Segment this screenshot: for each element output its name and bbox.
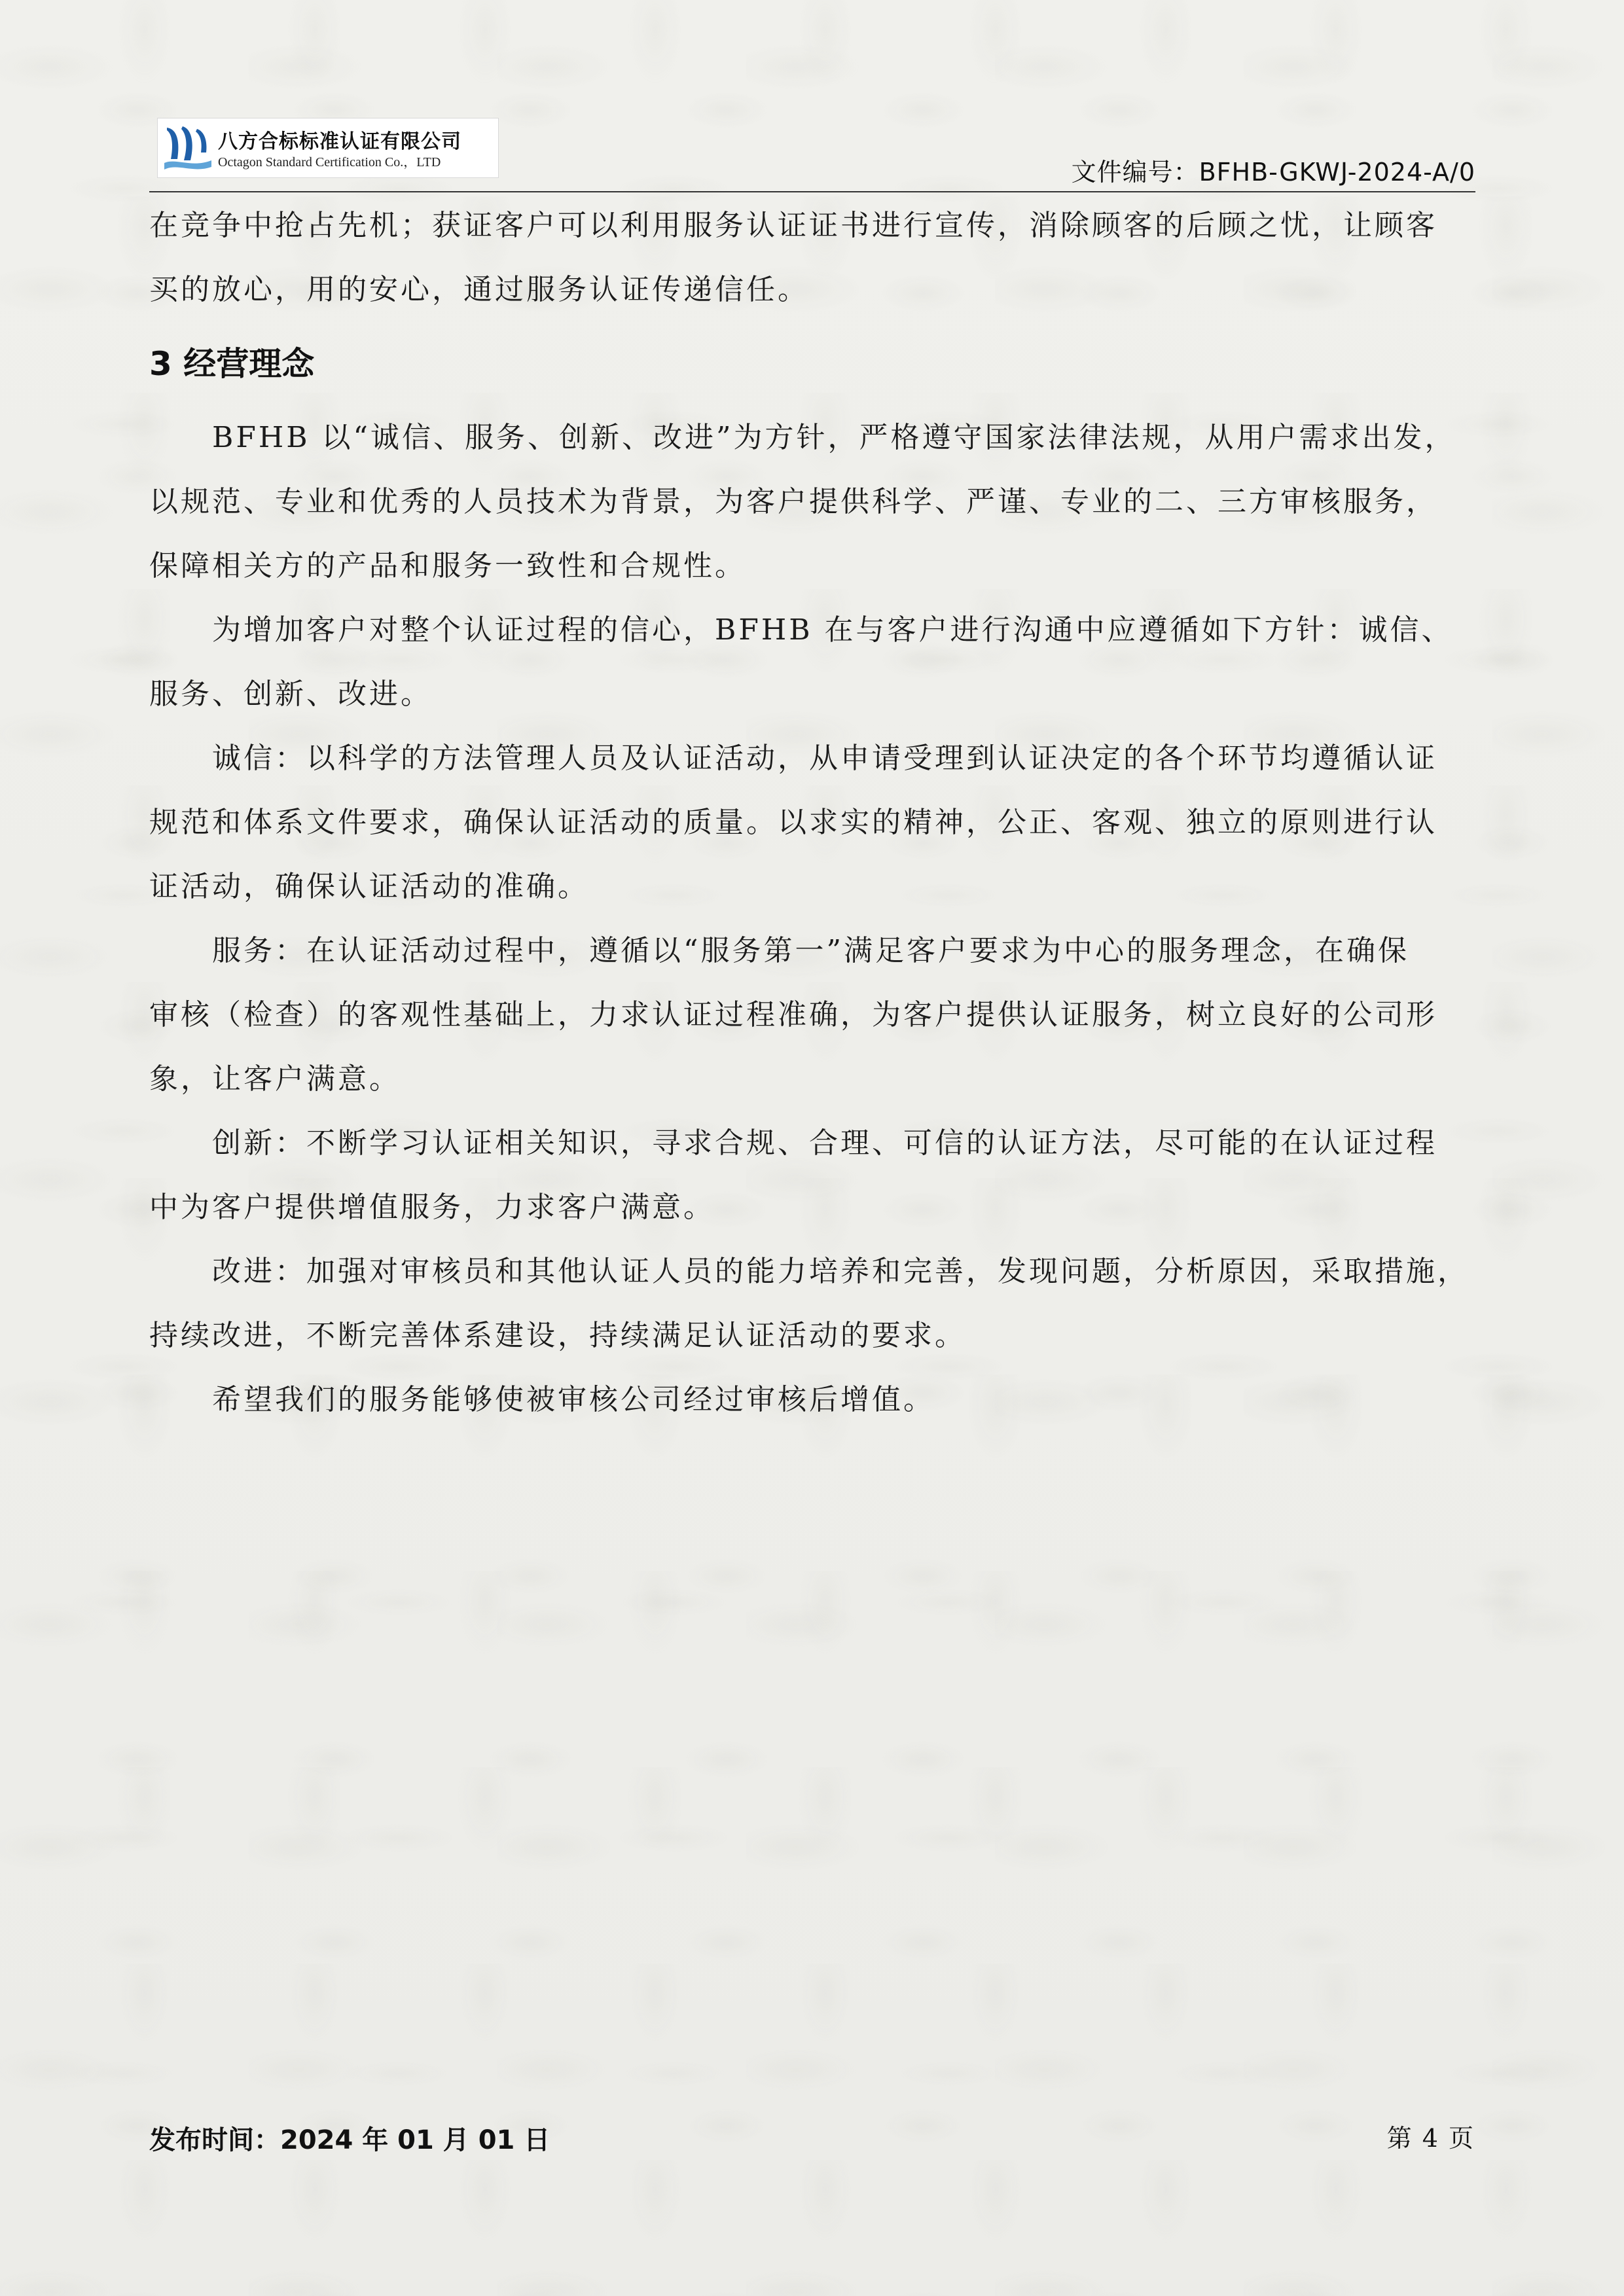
text-line: 服务：在认证活动过程中，遵循以“服务第一”满足客户要求为中心的服务理念，在确保: [212, 934, 1409, 967]
company-name-cn: 八方合标标准认证有限公司: [218, 130, 461, 153]
page-header: [149, 115, 1475, 192]
text-line: 希望我们的服务能够使被审核公司经过审核后增值。: [212, 1383, 935, 1416]
text-line: 以规范、专业和优秀的人员技术为背景，为客户提供科学、严谨、专业的二、三方审核服务，: [149, 485, 1437, 518]
text-line: 改进：加强对审核员和其他认证人员的能力培养和完善，发现问题，分析原因，采取措施，: [212, 1255, 1469, 1288]
text-line: 在竞争中抢占先机；获证客户可以利用服务认证证书进行宣传，消除顾客的后顾之忧，让顾客: [149, 209, 1437, 242]
text-line: 象，让客户满意。: [149, 1062, 401, 1096]
text-line: 为增加客户对整个认证过程的信心，BFHB 在与客户进行沟通中应遵循如下方针：诚信、: [212, 613, 1453, 647]
section-heading: 3 经营理念: [149, 345, 315, 383]
paragraph-policy: [149, 406, 1475, 598]
text-line: 审核（检查）的客观性基础上，力求认证过程准确，为客户提供认证服务，树立良好的公司形: [149, 998, 1437, 1031]
publish-date: 发布时间：2024 年 01 月 01 日: [149, 2125, 550, 2155]
text-line: 买的放心，用的安心，通过服务认证传递信任。: [149, 273, 809, 306]
company-logo: [157, 118, 499, 178]
paragraph-closing: [149, 1368, 1475, 1432]
company-logo-icon: [163, 122, 213, 172]
document-number: 文件编号：BFHB-GKWJ-2024-A/0: [1071, 158, 1475, 187]
text-line: BFHB 以“诚信、服务、创新、改进”为方针，严格遵守国家法律法规，从用户需求出发，: [212, 421, 1456, 454]
document-body: [149, 194, 1475, 1432]
text-line: 创新：不断学习认证相关知识，寻求合规、合理、可信的认证方法，尽可能的在认证过程: [212, 1126, 1437, 1160]
paragraph-improvement: [149, 1240, 1475, 1368]
text-line: 持续改进，不断完善体系建设，持续满足认证活动的要求。: [149, 1319, 966, 1352]
continuation-paragraph: [149, 194, 1475, 322]
text-line: 服务、创新、改进。: [149, 677, 432, 711]
paragraph-integrity: [149, 726, 1475, 919]
paragraph-innovation: [149, 1111, 1475, 1240]
text-line: 证活动，确保认证活动的准确。: [149, 870, 589, 903]
page-number: 第 4 页: [1386, 2124, 1475, 2153]
company-name-en: Octagon Standard Certification Co.，LTD: [218, 155, 441, 170]
paragraph-confidence: [149, 598, 1475, 726]
text-line: 诚信：以科学的方法管理人员及认证活动，从申请受理到认证决定的各个环节均遵循认证: [212, 742, 1437, 775]
text-line: 保障相关方的产品和服务一致性和合规性。: [149, 549, 746, 583]
text-line: 规范和体系文件要求，确保认证活动的质量。以求实的精神，公正、客观、独立的原则进行认: [149, 806, 1437, 839]
text-line: 中为客户提供增值服务，力求客户满意。: [149, 1191, 715, 1224]
paragraph-service: [149, 919, 1475, 1111]
